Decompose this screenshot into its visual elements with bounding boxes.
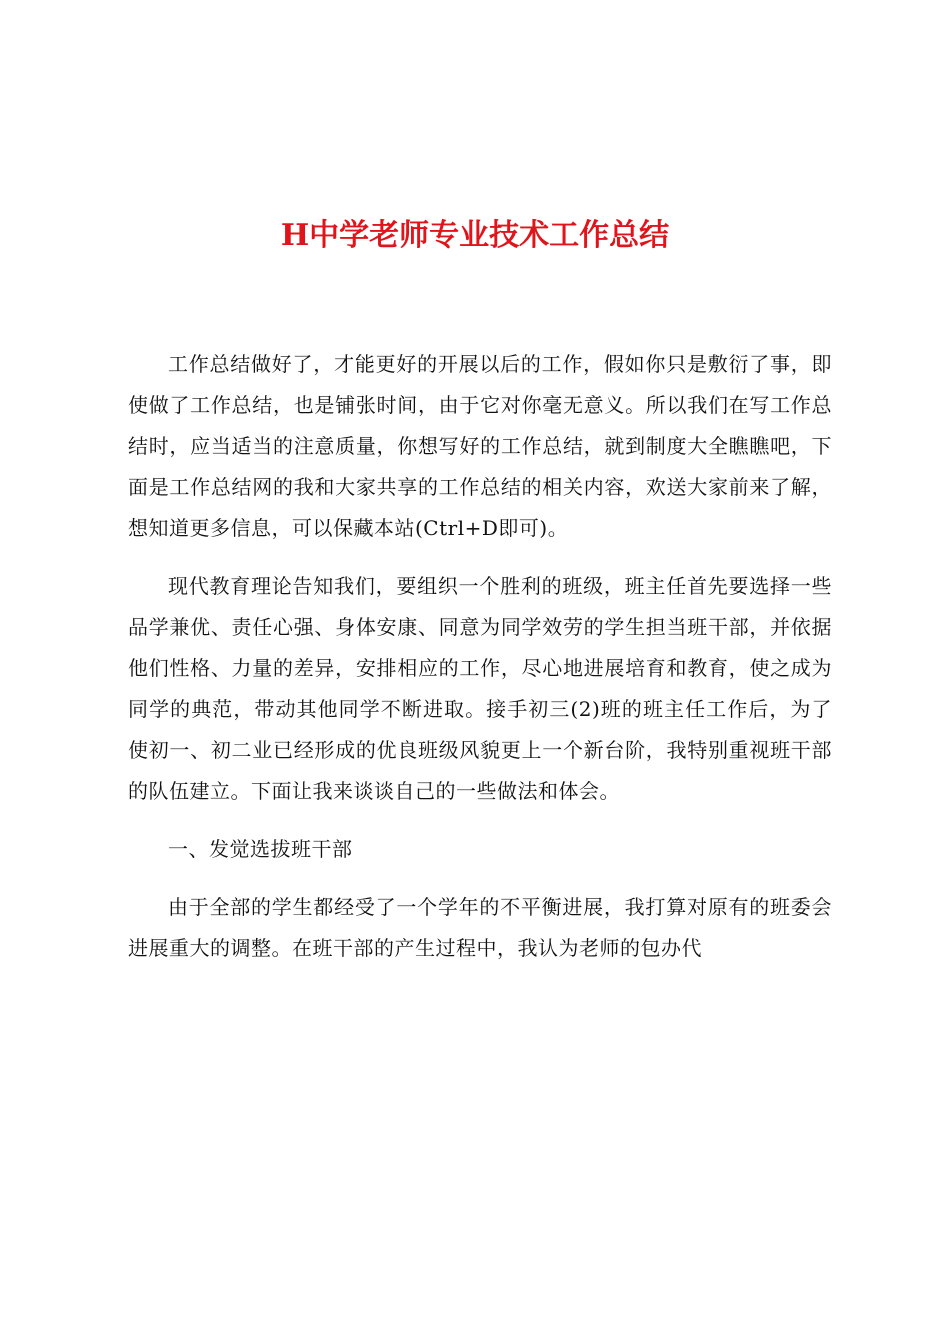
paragraph-education-theory: 现代教育理论告知我们，要组织一个胜利的班级，班主任首先要选择一些品学兼优、责任心强、身体安康、同意为同学效劳的学生担当班干部，并依据他们性格、力量的差异，安排相应的工作，尽心地进展培育和教育，使之成为同学的典范，带动其他同学不断进取。接手初三(2)班的班主任工作后，为了使初一、初二业已经形成的优良班级风貌更上一个新台阶，我特别重视班干部的队伍建立。下面让我来谈谈自己的一些做法和体会。 [128,574,832,803]
document-body [128,344,832,986]
paragraph-adjustment: 由于全部的学生都经受了一个学年的不平衡进展，我打算对原有的班委会进展重大的调整。在班干部的产生过程中，我认为老师的包办代 [128,895,832,960]
paragraph-intro: 工作总结做好了，才能更好的开展以后的工作，假如你只是敷衍了事，即使做了工作总结，也是铺张时间，由于它对你毫无意义。所以我们在写工作总结时，应当适当的注意质量，你想写好的工作总结，就到制度大全瞧瞧吧，下面是工作总结网的我和大家共享的工作总结的相关内容，欢送大家前来了解，想知道更多信息，可以保藏本站(Ctrl+D即可)。 [128,352,832,540]
document-title: H中学老师专业技术工作总结 [280,218,670,253]
section-heading-1: 一、发觉选拔班干部 [168,837,353,861]
